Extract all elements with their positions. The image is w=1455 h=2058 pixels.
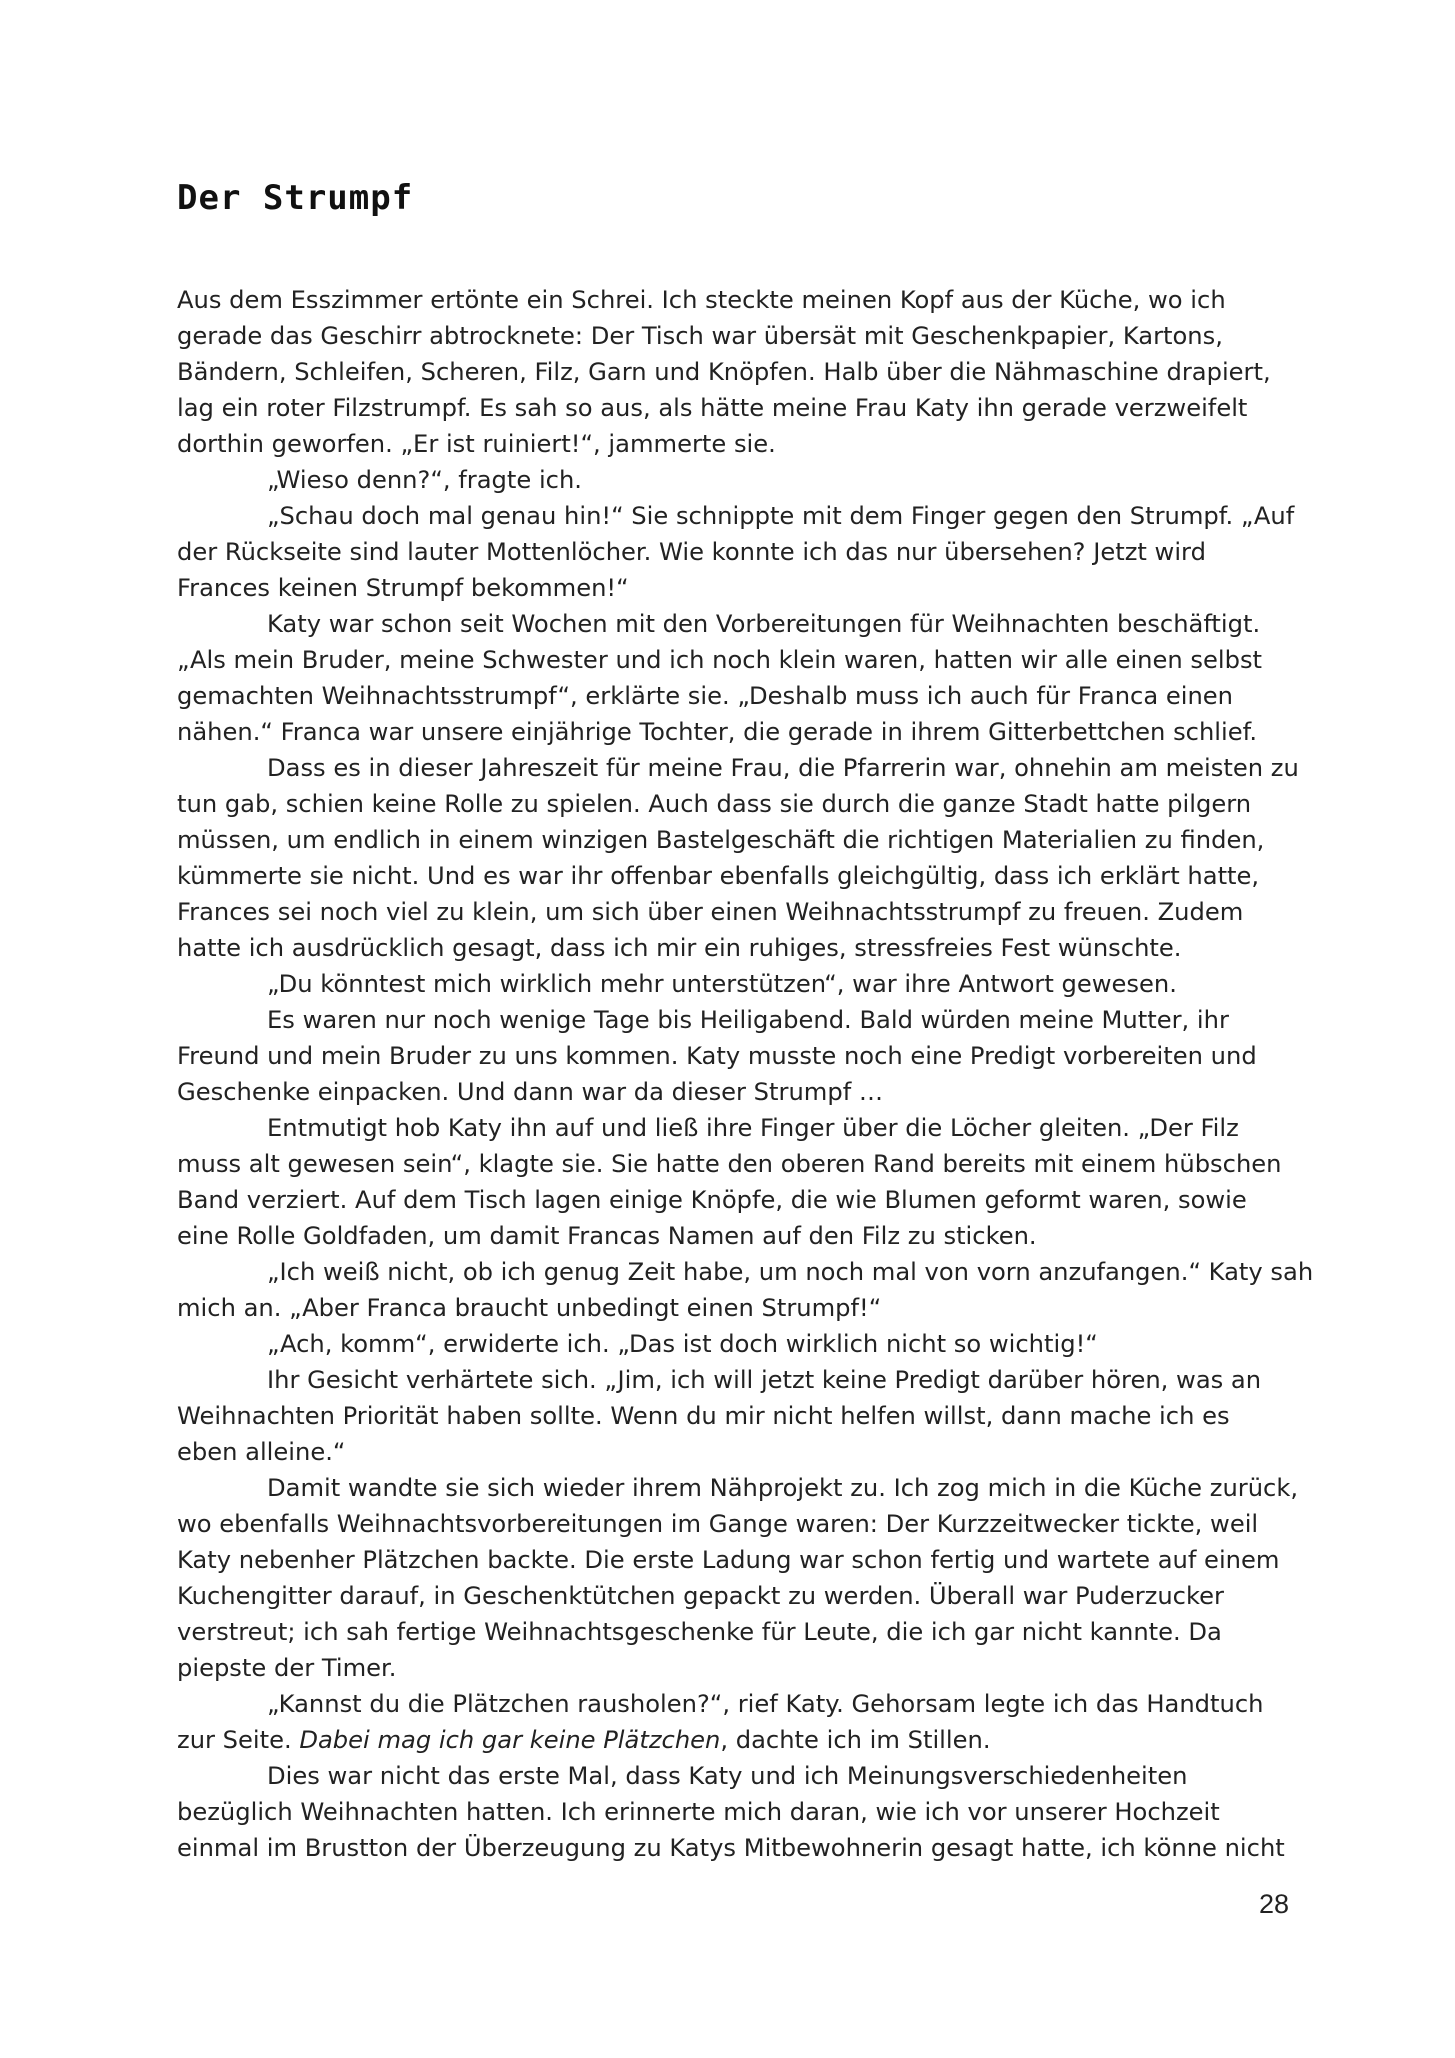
text-line: Kuchengitter darauf, in Geschenktütchen gepackt zu werden. Überall war Puderzucker [177, 1582, 1224, 1610]
text-line: Katy war schon seit Wochen mit den Vorbereitungen für Weihnachten beschäftigt. [267, 610, 1261, 638]
text-segment: zur Seite. [177, 1726, 300, 1754]
text-line: Es waren nur noch wenige Tage bis Heiligabend. Bald würden meine Mutter, ihr [267, 1006, 1229, 1034]
text-line: muss alt gewesen sein“, klagte sie. Sie hatte den oberen Rand bereits mit einem hübschen [177, 1150, 1282, 1178]
paragraph [177, 966, 1289, 1002]
paragraph [177, 282, 1289, 462]
text-line: dorthin geworfen. „Er ist ruiniert!“, jammerte sie. [177, 430, 776, 458]
text-line: „Kannst du die Plätzchen rausholen?“, rief Katy. Gehorsam legte ich das Handtuch [267, 1690, 1264, 1718]
text-line: hatte ich ausdrücklich gesagt, dass ich mir ein ruhiges, stressfreies Fest wünschte. [177, 934, 1182, 962]
text-line: eine Rolle Goldfaden, um damit Francas Namen auf den Filz zu sticken. [177, 1222, 1037, 1250]
text-line: „Ich weiß nicht, ob ich genug Zeit habe, um noch mal von vorn anzufangen.“ Katy sah [267, 1258, 1314, 1286]
paragraph [177, 1758, 1289, 1866]
text-line: lag ein roter Filzstrumpf. Es sah so aus, als hätte meine Frau Katy ihn gerade verzweifelt [177, 394, 1248, 422]
text-line: „Du könntest mich wirklich mehr unterstützen“, war ihre Antwort gewesen. [267, 970, 1177, 998]
text-line: eben alleine.“ [177, 1438, 346, 1466]
text-line: Ihr Gesicht verhärtete sich. „Jim, ich will jetzt keine Predigt darüber hören, was an [267, 1366, 1262, 1394]
paragraph [177, 498, 1295, 606]
text-line: Band verziert. Auf dem Tisch lagen einige Knöpfe, die wie Blumen geformt waren, sowie [177, 1186, 1247, 1214]
text-line: mich an. „Aber Franca braucht unbedingt einen Strumpf!“ [177, 1294, 882, 1322]
paragraph [177, 750, 1299, 966]
text-line: nähen.“ Franca war unsere einjährige Tochter, die gerade in ihrem Gitterbettchen schlief. [177, 718, 1258, 746]
paragraph [177, 1362, 1289, 1470]
paragraph [177, 1470, 1299, 1686]
text-line: Frances keinen Strumpf bekommen!“ [177, 574, 629, 602]
text-line: Freund und mein Bruder zu uns kommen. Katy musste noch eine Predigt vorbereiten und [177, 1042, 1257, 1070]
text-line: Damit wandte sie sich wieder ihrem Nähprojekt zu. Ich zog mich in die Küche zurück, [267, 1474, 1299, 1502]
paragraph [177, 1254, 1314, 1326]
text-line: Geschenke einpacken. Und dann war da dieser Strumpf … [177, 1078, 884, 1106]
text-line: tun gab, schien keine Rolle zu spielen. Auch dass sie durch die ganze Stadt hatte pilgern [177, 790, 1252, 818]
paragraph [177, 606, 1289, 750]
italic-text: Dabei mag ich gar keine Plätzchen [299, 1726, 721, 1754]
text-line: bezüglich Weihnachten hatten. Ich erinnerte mich daran, wie ich vor unserer Hochzeit [177, 1798, 1220, 1826]
paragraph [177, 1326, 1289, 1362]
paragraph [177, 1110, 1289, 1254]
paragraph [177, 462, 1289, 498]
text-line: gerade das Geschirr abtrocknete: Der Tisch war übersät mit Geschenkpapier, Kartons, [177, 322, 1223, 350]
text-line: Dass es in dieser Jahreszeit für meine Frau, die Pfarrerin war, ohnehin am meisten zu [267, 754, 1299, 782]
text-line: Dies war nicht das erste Mal, dass Katy und ich Meinungsverschiedenheiten [267, 1762, 1188, 1790]
text-segment: , dachte ich im Stillen. [720, 1726, 991, 1754]
text-line: Katy nebenher Plätzchen backte. Die erste Ladung war schon fertig und wartete auf einem [177, 1546, 1280, 1574]
text-line: gemachten Weihnachtsstrumpf“, erklärte sie. „Deshalb muss ich auch für Franca einen [177, 682, 1233, 710]
text-line: „Schau doch mal genau hin!“ Sie schnippte mit dem Finger gegen den Strumpf. „Auf [267, 502, 1295, 530]
text-line: Aus dem Esszimmer ertönte ein Schrei. Ich steckte meinen Kopf aus der Küche, wo ich [177, 286, 1226, 314]
text-line: müssen, um endlich in einem winzigen Bastelgeschäft die richtigen Materialien zu finden, [177, 826, 1265, 854]
text-line: wo ebenfalls Weihnachtsvorbereitungen im Gange waren: Der Kurzzeitwecker tickte, weil [177, 1510, 1259, 1538]
text-line: verstreut; ich sah fertige Weihnachtsgeschenke für Leute, die ich gar nicht kannte. Da [177, 1618, 1222, 1646]
text-line: piepste der Timer. [177, 1654, 397, 1682]
text-line: Weihnachten Priorität haben sollte. Wenn du mir nicht helfen willst, dann mache ich es [177, 1402, 1230, 1430]
body-text [177, 282, 1314, 1866]
text-line: „Ach, komm“, erwiderte ich. „Das ist doch wirklich nicht so wichtig!“ [267, 1330, 1098, 1358]
paragraph [177, 1686, 1289, 1758]
text-line: Frances sei noch viel zu klein, um sich über einen Weihnachtsstrumpf zu freuen. Zudem [177, 898, 1244, 926]
text-line: „Als mein Bruder, meine Schwester und ich noch klein waren, hatten wir alle einen selbst [177, 646, 1263, 674]
text-line: einmal im Brustton der Überzeugung zu Katys Mitbewohnerin gesagt hatte, ich könne nicht [177, 1834, 1285, 1862]
text-line: Bändern, Schleifen, Scheren, Filz, Garn und Knöpfen. Halb über die Nähmaschine drapiert, [177, 358, 1271, 386]
paragraph [177, 1002, 1289, 1110]
text-line: der Rückseite sind lauter Mottenlöcher. Wie konnte ich das nur übersehen? Jetzt wird [177, 538, 1206, 566]
text-line: „Wieso denn?“, fragte ich. [267, 466, 582, 494]
text-line: kümmerte sie nicht. Und es war ihr offenbar ebenfalls gleichgültig, dass ich erklärt hatte, [177, 862, 1260, 890]
page-number: 28 [1258, 1889, 1289, 1919]
text-line: Entmutigt hob Katy ihn auf und ließ ihre Finger über die Löcher gleiten. „Der Filz [267, 1114, 1239, 1142]
page-title: Der Strumpf [177, 178, 414, 218]
text-line-mixed [177, 1726, 991, 1754]
